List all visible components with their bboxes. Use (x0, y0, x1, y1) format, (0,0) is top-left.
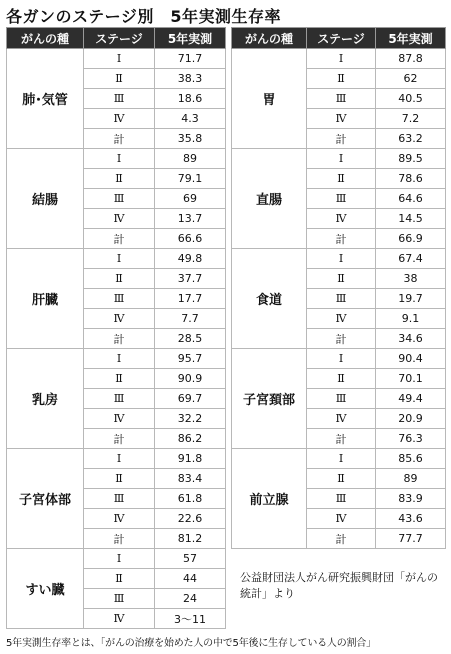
stage-cell: Ⅳ (84, 409, 155, 429)
source-note: 公益財団法人がん研究振興財団「がんの統計」より (240, 571, 438, 600)
cancer-type-cell: 胃 (232, 49, 307, 149)
stage-cell: Ⅰ (84, 249, 155, 269)
survival-rate-cell: 67.4 (376, 249, 446, 269)
stage-cell: Ⅳ (307, 209, 376, 229)
stage-cell: 計 (84, 329, 155, 349)
header-cancer-type: がんの種 (232, 28, 307, 49)
stage-cell: Ⅳ (307, 509, 376, 529)
cancer-type-cell: 直腸 (232, 149, 307, 249)
stage-cell: Ⅲ (307, 389, 376, 409)
stage-cell: 計 (84, 429, 155, 449)
stage-cell: Ⅱ (84, 69, 155, 89)
stage-cell: 計 (307, 229, 376, 249)
survival-rate-cell: 57 (155, 549, 226, 569)
survival-rate-cell: 37.7 (155, 269, 226, 289)
table-row (232, 449, 446, 469)
survival-rate-cell: 83.4 (155, 469, 226, 489)
survival-rate-cell: 35.8 (155, 129, 226, 149)
cancer-type-cell: 結腸 (7, 149, 84, 249)
survival-rate-cell: 7.2 (376, 109, 446, 129)
stage-cell: Ⅳ (307, 409, 376, 429)
stage-cell: Ⅰ (84, 449, 155, 469)
survival-rate-cell: 24 (155, 589, 226, 609)
survival-rate-cell: 9.1 (376, 309, 446, 329)
survival-rate-cell: 62 (376, 69, 446, 89)
survival-rate-cell: 18.6 (155, 89, 226, 109)
stage-cell: Ⅲ (307, 189, 376, 209)
stage-cell: Ⅲ (84, 489, 155, 509)
survival-rate-cell: 34.6 (376, 329, 446, 349)
stage-cell: 計 (307, 129, 376, 149)
survival-rate-cell: 89.5 (376, 149, 446, 169)
table-row (232, 149, 446, 169)
header-stage: ステージ (307, 28, 376, 49)
survival-rate-cell: 14.5 (376, 209, 446, 229)
header-cancer-type: がんの種 (7, 28, 84, 49)
cancer-type-cell: 肺･気管 (7, 49, 84, 149)
survival-rate-cell: 77.7 (376, 529, 446, 549)
cancer-type-cell: 肝臓 (7, 249, 84, 349)
survival-rate-cell: 63.2 (376, 129, 446, 149)
survival-table-left (6, 27, 226, 629)
stage-cell: 計 (307, 529, 376, 549)
header-survival-rate: 5年実測 (155, 28, 226, 49)
stage-cell: 計 (84, 529, 155, 549)
cancer-type-cell: 子宮体部 (7, 449, 84, 549)
stage-cell: Ⅱ (307, 269, 376, 289)
stage-cell: Ⅰ (84, 549, 155, 569)
survival-rate-cell: 87.8 (376, 49, 446, 69)
survival-rate-cell: 95.7 (155, 349, 226, 369)
survival-rate-cell: 90.9 (155, 369, 226, 389)
table-row (7, 349, 226, 369)
survival-rate-cell: 13.7 (155, 209, 226, 229)
survival-rate-cell: 69 (155, 189, 226, 209)
survival-rate-cell: 85.6 (376, 449, 446, 469)
survival-rate-cell: 83.9 (376, 489, 446, 509)
survival-rate-cell: 90.4 (376, 349, 446, 369)
survival-rate-cell: 40.5 (376, 89, 446, 109)
stage-cell: Ⅱ (84, 569, 155, 589)
stage-cell: Ⅰ (84, 349, 155, 369)
survival-rate-cell: 79.1 (155, 169, 226, 189)
survival-rate-cell: 86.2 (155, 429, 226, 449)
cancer-type-cell: 食道 (232, 249, 307, 349)
stage-cell: 計 (307, 329, 376, 349)
survival-rate-cell: 49.4 (376, 389, 446, 409)
stage-cell: Ⅱ (84, 169, 155, 189)
stage-cell: Ⅲ (307, 89, 376, 109)
stage-cell: Ⅲ (84, 389, 155, 409)
table-row (7, 449, 226, 469)
survival-table-right (231, 27, 446, 549)
stage-cell: Ⅳ (307, 109, 376, 129)
survival-rate-cell: 64.6 (376, 189, 446, 209)
stage-cell: Ⅰ (84, 149, 155, 169)
stage-cell: Ⅰ (307, 449, 376, 469)
table-row (232, 49, 446, 69)
survival-rate-cell: 32.2 (155, 409, 226, 429)
cancer-type-cell: 子宮頚部 (232, 349, 307, 449)
survival-rate-cell: 19.7 (376, 289, 446, 309)
stage-cell: Ⅱ (307, 369, 376, 389)
survival-rate-cell: 91.8 (155, 449, 226, 469)
survival-rate-cell: 4.3 (155, 109, 226, 129)
stage-cell: Ⅳ (307, 309, 376, 329)
header-stage: ステージ (84, 28, 155, 49)
survival-rate-cell: 17.7 (155, 289, 226, 309)
stage-cell: Ⅲ (84, 589, 155, 609)
stage-cell: Ⅳ (84, 309, 155, 329)
stage-cell: Ⅳ (84, 609, 155, 629)
stage-cell: Ⅱ (84, 469, 155, 489)
survival-rate-cell: 71.7 (155, 49, 226, 69)
survival-rate-cell: 66.6 (155, 229, 226, 249)
page-title: 各ガンのステージ別 5年実測生存率 (6, 7, 281, 26)
stage-cell: Ⅳ (84, 509, 155, 529)
stage-cell: Ⅱ (84, 369, 155, 389)
stage-cell: Ⅱ (84, 269, 155, 289)
header-row (7, 28, 226, 49)
survival-rate-cell: 38.3 (155, 69, 226, 89)
stage-cell: 計 (84, 129, 155, 149)
survival-rate-cell: 22.6 (155, 509, 226, 529)
footnote: 5年実測生存率とは、「がんの治療を始めた人の中で5年後に生存している人の割合」 (6, 638, 376, 649)
table-row (7, 549, 226, 569)
table-row (232, 249, 446, 269)
stage-cell: Ⅱ (307, 69, 376, 89)
stage-cell: Ⅰ (307, 349, 376, 369)
stage-cell: Ⅳ (84, 209, 155, 229)
survival-rate-cell: 78.6 (376, 169, 446, 189)
stage-cell: Ⅱ (307, 469, 376, 489)
stage-cell: 計 (84, 229, 155, 249)
survival-rate-cell: 89 (155, 149, 226, 169)
survival-rate-cell: 7.7 (155, 309, 226, 329)
survival-rate-cell: 81.2 (155, 529, 226, 549)
stage-cell: Ⅲ (84, 189, 155, 209)
table-row (7, 149, 226, 169)
survival-rate-cell: 20.9 (376, 409, 446, 429)
survival-rate-cell: 76.3 (376, 429, 446, 449)
stage-cell: Ⅰ (84, 49, 155, 69)
header-row (232, 28, 446, 49)
cancer-type-cell: 前立腺 (232, 449, 307, 549)
stage-cell: Ⅲ (307, 289, 376, 309)
header-survival-rate: 5年実測 (376, 28, 446, 49)
stage-cell: 計 (307, 429, 376, 449)
survival-rate-cell: 61.8 (155, 489, 226, 509)
survival-rate-cell: 49.8 (155, 249, 226, 269)
survival-rate-cell: 3〜11 (155, 609, 226, 629)
survival-rate-cell: 70.1 (376, 369, 446, 389)
survival-rate-cell: 38 (376, 269, 446, 289)
stage-cell: Ⅰ (307, 149, 376, 169)
table-row (232, 349, 446, 369)
stage-cell: Ⅲ (84, 289, 155, 309)
stage-cell: Ⅲ (84, 89, 155, 109)
cancer-type-cell: すい臓 (7, 549, 84, 629)
survival-rate-cell: 44 (155, 569, 226, 589)
survival-rate-cell: 69.7 (155, 389, 226, 409)
cancer-type-cell: 乳房 (7, 349, 84, 449)
survival-rate-cell: 66.9 (376, 229, 446, 249)
survival-rate-cell: 43.6 (376, 509, 446, 529)
stage-cell: Ⅲ (307, 489, 376, 509)
stage-cell: Ⅰ (307, 49, 376, 69)
table-row (7, 49, 226, 69)
survival-rate-cell: 89 (376, 469, 446, 489)
stage-cell: Ⅰ (307, 249, 376, 269)
table-row (7, 249, 226, 269)
survival-rate-cell: 28.5 (155, 329, 226, 349)
stage-cell: Ⅱ (307, 169, 376, 189)
stage-cell: Ⅳ (84, 109, 155, 129)
